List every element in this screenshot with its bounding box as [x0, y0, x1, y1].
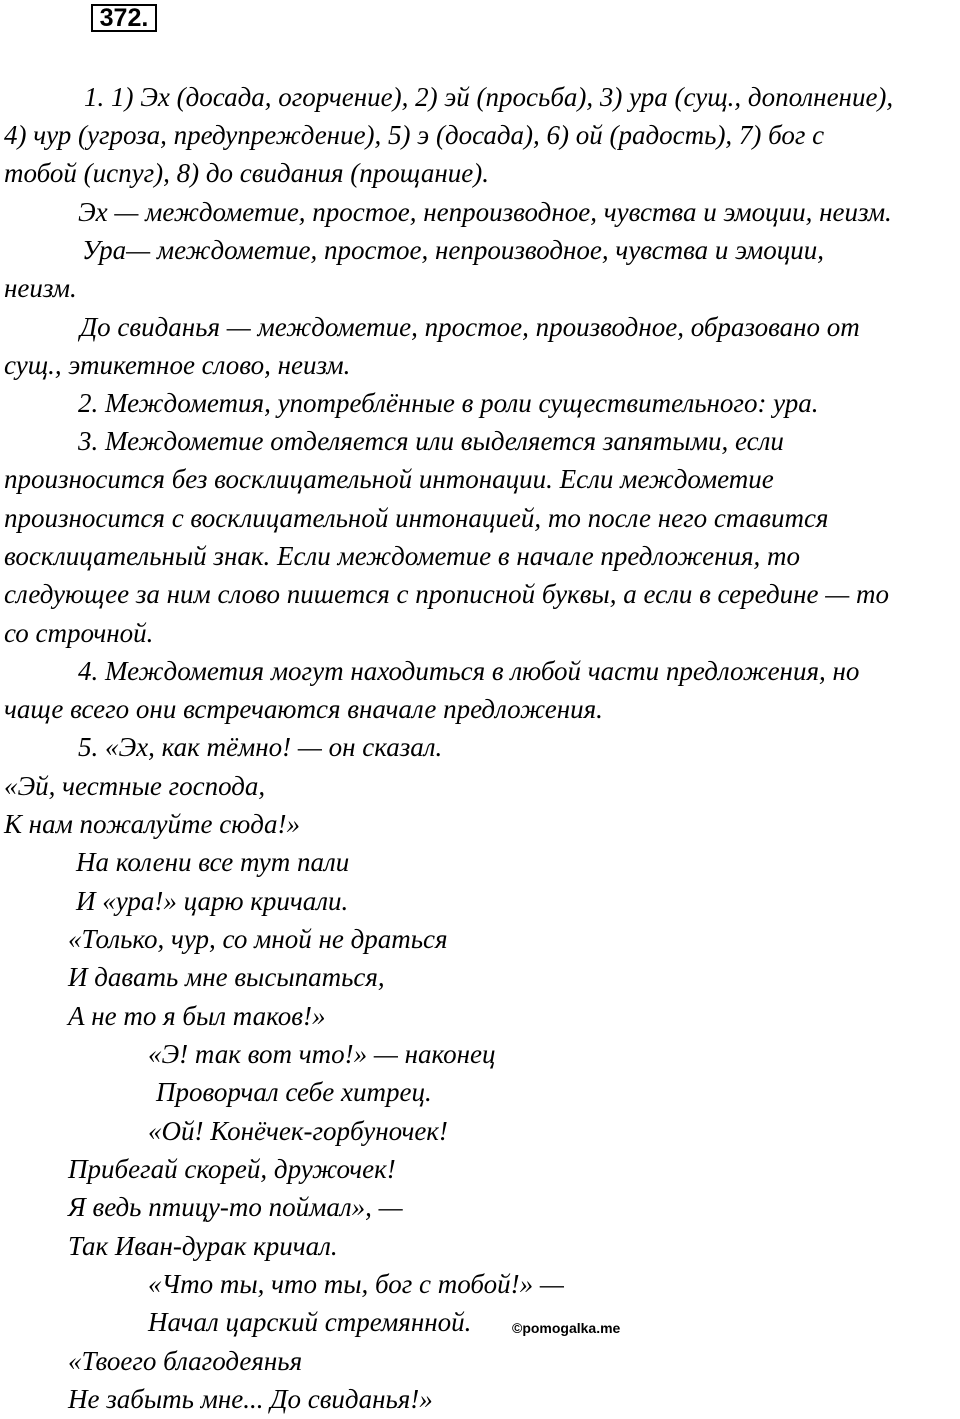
- poem-line: Прибегай скорей, дружочек!: [68, 1154, 396, 1184]
- text-line: 5. «Эх, как тёмно! — он сказал.: [78, 732, 443, 762]
- task-number-badge: 372.: [91, 4, 157, 32]
- text-line: восклицательный знак. Если междометие в начале предложения, то: [4, 541, 801, 571]
- poem-line: «Твоего благодеянья: [68, 1346, 303, 1376]
- text-line: произносится без восклицательной интонации. Если междометие: [4, 464, 774, 494]
- poem-line: «Ой! Конёчек-горбуночек!: [148, 1116, 448, 1146]
- poem-line: И «ура!» царю кричали.: [76, 886, 349, 916]
- text-line: 4) чур (угроза, предупреждение), 5) э (досада), 6) ой (радость), 7) бог с: [4, 120, 825, 150]
- poem-line: «Только, чур, со мной не драться: [68, 924, 448, 954]
- text-line: 2. Междометия, употреблённые в роли существительного: ура.: [78, 388, 819, 418]
- poem-line: Я ведь птицу-то поймал», —: [68, 1192, 403, 1222]
- text-line: следующее за ним слово пишется с прописной буквы, а если в середине — то: [4, 579, 890, 609]
- text-line: 4. Междометия могут находиться в любой части предложения, но: [78, 656, 860, 686]
- text-line: 3. Междометие отделяется или выделяется запятыми, если: [78, 426, 784, 456]
- text-line: Эх — междометие, простое, непроизводное, чувства и эмоции, неизм.: [78, 197, 892, 227]
- poem-line: Начал царский стремянной.: [148, 1307, 472, 1337]
- text-line: 1. 1) Эх (досада, огорчение), 2) эй (просьба), 3) ура (сущ., дополнение),: [84, 82, 894, 112]
- text-line: тобой (испуг), 8) до свидания (прощание).: [4, 158, 489, 188]
- poem-line: На колени все тут пали: [76, 847, 350, 877]
- text-line: До свиданья — междометие, простое, производное, образовано от: [80, 312, 860, 342]
- text-line: чаще всего они встречаются вначале предложения.: [4, 694, 603, 724]
- poem-line: Так Иван-дурак кричал.: [68, 1231, 338, 1261]
- text-line: неизм.: [4, 273, 77, 303]
- poem-line: И давать мне высыпаться,: [68, 962, 385, 992]
- watermark: ©pomogalka.me: [512, 1320, 621, 1336]
- text-line: произносится с восклицательной интонацией, то после него ставится: [4, 503, 829, 533]
- poem-line: К нам пожалуйте сюда!»: [4, 809, 300, 839]
- poem-line: «Э! так вот что!» — наконец: [148, 1039, 496, 1069]
- poem-line: Проворчал себе хитрец.: [156, 1077, 432, 1107]
- text-line: сущ., этикетное слово, неизм.: [4, 350, 351, 380]
- poem-line: А не то я был таков!»: [68, 1001, 326, 1031]
- poem-line: «Эй, честные господа,: [4, 771, 266, 801]
- poem-line: Не забыть мне... До свиданья!»: [68, 1384, 433, 1414]
- text-line: со строчной.: [4, 618, 154, 648]
- text-line: Ура— междометие, простое, непроизводное, чувства и эмоции,: [82, 235, 824, 265]
- poem-line: «Что ты, что ты, бог с тобой!» —: [148, 1269, 564, 1299]
